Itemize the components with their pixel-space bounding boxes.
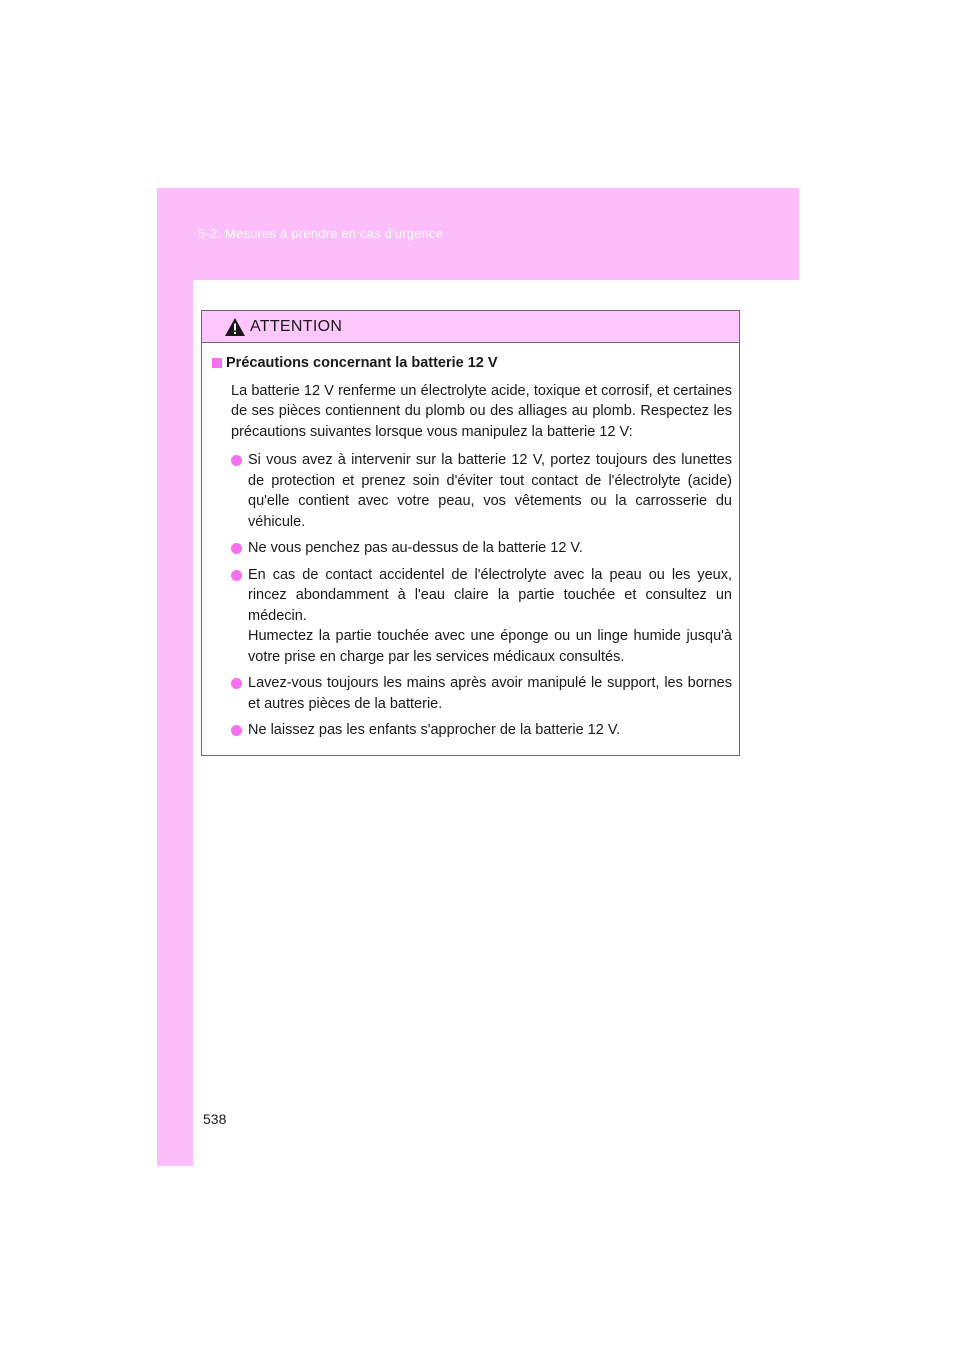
bullet-dot-icon xyxy=(231,543,242,554)
section-header-band xyxy=(157,188,799,280)
precautions-heading xyxy=(212,353,732,374)
precautions-heading-text: Précautions concernant la batterie 12 V xyxy=(226,355,498,371)
list-item-text: Ne laissez pas les enfants s'approcher de la batterie 12 V. xyxy=(248,722,621,738)
list-item-text: Si vous avez à intervenir sur la batterie 12 V, portez toujours des lunettes de protection et prenez soin d'éviter tout contact de l'électrolyte (acide) qu'elle contient avec votre peau, vos vêtements ou la carrosserie du véhicule. xyxy=(248,452,732,530)
attention-box xyxy=(201,310,740,756)
list-item-text-line: Humectez la partie touchée avec une éponge ou un linge humide jusqu'à votre prise en charge par les services médicaux consultés. xyxy=(248,628,732,665)
list-item xyxy=(231,565,732,668)
list-item xyxy=(231,450,732,532)
section-title: 5-2. Mesures à prendre en cas d'urgence xyxy=(198,226,444,241)
page-number: 538 xyxy=(203,1111,227,1127)
bullet-dot-icon xyxy=(231,570,242,581)
list-item xyxy=(231,720,732,741)
list-item xyxy=(231,538,732,559)
list-item-text xyxy=(248,565,732,668)
bullet-dot-icon xyxy=(231,725,242,736)
list-item-text-line: En cas de contact accidentel de l'électrolyte avec la peau ou les yeux, rincez abondamment à l'eau claire la partie touchée et consultez un médecin. xyxy=(248,566,732,624)
bullet-dot-icon xyxy=(231,678,242,689)
list-item-text: Ne vous penchez pas au-dessus de la batterie 12 V. xyxy=(248,540,583,556)
list-item-text: Lavez-vous toujours les mains après avoir manipulé le support, les bornes et autres pièces de la batterie. xyxy=(248,675,732,712)
side-color-strip xyxy=(157,188,193,1166)
warning-icon xyxy=(224,317,246,337)
attention-body xyxy=(202,343,739,741)
attention-header xyxy=(202,311,739,343)
attention-label: ATTENTION xyxy=(250,317,343,335)
list-item xyxy=(231,673,732,714)
square-bullet-icon xyxy=(212,358,222,368)
bullet-dot-icon xyxy=(231,455,242,466)
intro-paragraph: La batterie 12 V renferme un électrolyte acide, toxique et corrosif, et certaines de ses pièces contiennent du plomb ou des alliages au plomb. Respectez les précautions suivantes lorsque vous manipulez la batterie 12 V: xyxy=(231,382,732,440)
